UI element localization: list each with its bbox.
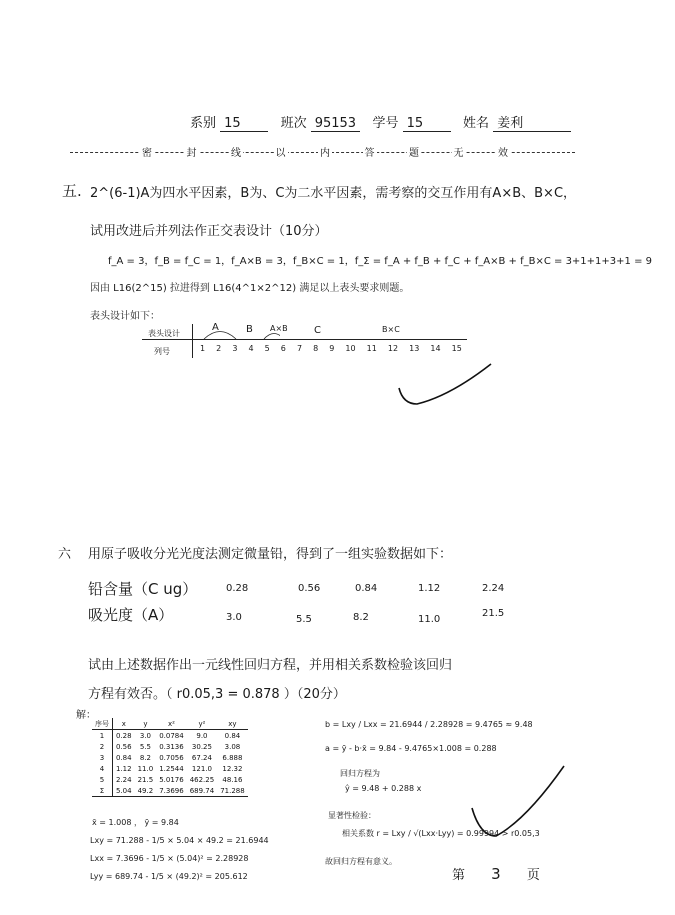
cell: 11.0 xyxy=(137,764,154,773)
cell: 4 xyxy=(92,763,113,774)
th-xy: xy xyxy=(217,718,248,730)
q6-row1-v1: 0.28 xyxy=(226,583,249,594)
cell: 3 xyxy=(92,752,113,763)
seal-char: 题 xyxy=(407,144,421,159)
q6-number: 六 xyxy=(58,547,72,562)
q5-line4: 表头设计如下： xyxy=(90,311,160,322)
reg-label: 回归方程为 xyxy=(340,769,380,778)
dept-value: 15 xyxy=(220,116,268,132)
th-x: x xyxy=(113,718,135,730)
column-numbers xyxy=(200,344,462,353)
col-num: 3 xyxy=(232,344,238,353)
cell: 7.3696 xyxy=(156,785,187,797)
q5-number: 五. xyxy=(62,182,82,200)
class-value: 95153 xyxy=(311,116,360,132)
means: x̄ = 1.008 ， ȳ = 9.84 xyxy=(92,818,179,827)
table-header-row xyxy=(92,718,248,730)
table-row xyxy=(92,752,248,763)
solution-label: 解： xyxy=(76,710,96,721)
cell: 30.25 xyxy=(191,742,212,751)
cell: 0.0784 xyxy=(159,731,184,740)
table-row xyxy=(92,774,248,785)
cell: 462.25 xyxy=(189,775,215,784)
cell: 0.84 xyxy=(116,753,132,762)
lxx-calc: Lxx = 7.3696 - 1/5 × (5.04)² = 2.28928 xyxy=(90,854,249,863)
cell: 689.74 xyxy=(187,785,218,797)
table-row-sum xyxy=(92,785,248,797)
col-num: 2 xyxy=(216,344,222,353)
name-label: 姓名 xyxy=(463,116,490,131)
page-prefix: 第 xyxy=(452,868,466,883)
cell: 9.0 xyxy=(196,731,208,740)
factor-axb: A×B xyxy=(270,324,288,333)
class-label: 班次 xyxy=(280,116,307,131)
col-num: 8 xyxy=(313,344,319,353)
cell: 0.3136 xyxy=(159,742,184,751)
id-value: 15 xyxy=(403,116,451,132)
cell: 121.0 xyxy=(191,764,212,773)
q6-row2-v4: 11.0 xyxy=(418,614,441,625)
cell: 0.7056 xyxy=(159,753,184,762)
q5-line3: 因由 L16(2^15) 拉进得到 L16(4^1×2^12) 满足以上表头要求则题。 xyxy=(90,283,410,294)
cell: 49.2 xyxy=(135,785,157,797)
factor-c: C xyxy=(314,325,321,336)
cell: 1.12 xyxy=(116,764,132,773)
col-num: 7 xyxy=(296,344,303,353)
q6-intro: 用原子吸收分光光度法测定微量铅，得到了一组实验数据如下： xyxy=(88,547,453,562)
col-num: 11 xyxy=(366,344,377,353)
page-footer xyxy=(452,864,540,883)
th-x2: x² xyxy=(156,718,187,730)
cell: 0.56 xyxy=(116,742,132,751)
col-num: 15 xyxy=(451,344,462,353)
lyy-calc: Lyy = 689.74 - 1/5 × (49.2)² = 205.612 xyxy=(90,872,248,881)
q6-row2-v2: 5.5 xyxy=(296,614,312,625)
cell: 5.04 xyxy=(113,785,135,797)
th-y: y xyxy=(135,718,157,730)
conclusion: 故回归方程有意义。 xyxy=(325,857,397,866)
q6-row1-v5: 2.24 xyxy=(482,583,505,594)
cell: 8.2 xyxy=(139,753,151,762)
q6-row1-v3: 0.84 xyxy=(355,583,378,594)
id-label: 学号 xyxy=(372,116,399,131)
table-header-label: 表头设计 xyxy=(148,329,180,338)
q6-row2-v1: 3.0 xyxy=(226,612,242,623)
col-num: 13 xyxy=(409,344,420,353)
page-number: 3 xyxy=(491,865,501,883)
name-value: 姜利 xyxy=(493,112,571,132)
seal-char: 答 xyxy=(363,144,377,159)
lxy-calc: Lxy = 71.288 - 1/5 × 5.04 × 49.2 = 21.6944 xyxy=(90,836,269,845)
cell: 1 xyxy=(92,730,113,742)
data-table xyxy=(92,718,248,797)
seal-char: 内 xyxy=(318,144,332,159)
col-num: 10 xyxy=(345,344,356,353)
table-row xyxy=(92,730,248,742)
cell: 48.16 xyxy=(222,775,243,784)
cell: 2.24 xyxy=(116,775,132,784)
cell: 12.32 xyxy=(222,764,243,773)
header-design-table xyxy=(142,320,467,358)
q5-line2: 试用改进后并列法作正交表设计（10分） xyxy=(90,224,328,239)
factor-bxc: B×C xyxy=(382,325,400,334)
table-vline xyxy=(192,324,193,358)
table-row xyxy=(92,763,248,774)
a-calc: a = ȳ - b·x̄ = 9.84 - 9.4765×1.008 = 0.288 xyxy=(325,744,497,753)
factor-a: A xyxy=(212,322,219,333)
q6-question1: 试由上述数据作出一元线性回归方程，并用相关系数检验该回归 xyxy=(88,658,453,673)
cell: 71.288 xyxy=(217,785,248,797)
cell: 3.08 xyxy=(224,742,241,751)
seal-char: 以 xyxy=(274,144,288,159)
cell: 5.5 xyxy=(139,742,151,751)
q6-row2-v3: 8.2 xyxy=(353,612,369,623)
r-calc: 相关系数 r = Lxy / √(Lxx·Lyy) = 0.99994 > r0.05,3 xyxy=(342,829,540,838)
q5-formula: f_A = 3，f_B = f_C = 1，f_A×B = 3，f_B×C = 1，f_Σ = f_A + f_B + f_C + f_A×B + f_B×C = 3+1+1+3+1 = 9 xyxy=(108,256,652,267)
cell: Σ xyxy=(92,785,113,797)
q5-line1: 2^(6-1)A为四水平因素，B为、C为二水平因素，需考察的交互作用有A×B、B×C， xyxy=(90,186,577,201)
seal-char: 无 xyxy=(452,144,466,159)
th-y2: y² xyxy=(187,718,218,730)
seal-char: 密 xyxy=(140,144,154,159)
header-info xyxy=(190,112,571,132)
table-row xyxy=(92,741,248,752)
cell: 6.888 xyxy=(222,753,243,762)
cell: 5.0176 xyxy=(159,775,184,784)
col-num: 1 xyxy=(200,344,206,353)
col-num: 9 xyxy=(329,344,335,353)
col-num: 12 xyxy=(387,344,399,353)
table-hline xyxy=(142,339,467,340)
cell: 0.28 xyxy=(116,731,132,740)
cell: 1.2544 xyxy=(159,764,184,773)
cell: 5 xyxy=(92,774,113,785)
q6-question2: 方程有效否。（ r0.05,3 = 0.878 ）（20分） xyxy=(88,687,346,702)
checkmark-icon xyxy=(395,360,495,410)
col-num: 5 xyxy=(264,344,270,353)
seal-char: 封 xyxy=(185,144,199,159)
q6-row2-v5: 21.5 xyxy=(482,608,505,619)
b-calc: b = Lxy / Lxx = 21.6944 / 2.28928 = 9.4765 ≈ 9.48 xyxy=(325,720,533,729)
table-row-label: 列号 xyxy=(154,347,170,356)
cell: 3.0 xyxy=(139,731,151,740)
col-num: 14 xyxy=(430,344,441,353)
cell: 67.24 xyxy=(191,753,212,762)
reg-eq: ŷ = 9.48 + 0.288 x xyxy=(345,784,422,793)
check-label: 显著性检验： xyxy=(328,811,376,820)
q6-row1-v4: 1.12 xyxy=(418,583,441,594)
cell: 2 xyxy=(92,741,113,752)
dept-label: 系别 xyxy=(190,116,217,131)
cell: 21.5 xyxy=(137,775,154,784)
q6-row1-v2: 0.56 xyxy=(298,583,321,594)
seal-char: 线 xyxy=(229,144,243,159)
page-suffix: 页 xyxy=(526,868,540,883)
seal-line-text xyxy=(140,144,510,159)
q6-row1-label: 铅含量（C ug） xyxy=(88,580,198,598)
cell: 0.84 xyxy=(224,731,241,740)
th-index: 序号 xyxy=(92,718,113,730)
q6-row2-label: 吸光度（A） xyxy=(88,606,174,624)
col-num: 4 xyxy=(248,344,254,353)
col-num: 6 xyxy=(280,344,286,353)
seal-char: 效 xyxy=(496,144,510,159)
factor-b: B xyxy=(246,324,253,335)
